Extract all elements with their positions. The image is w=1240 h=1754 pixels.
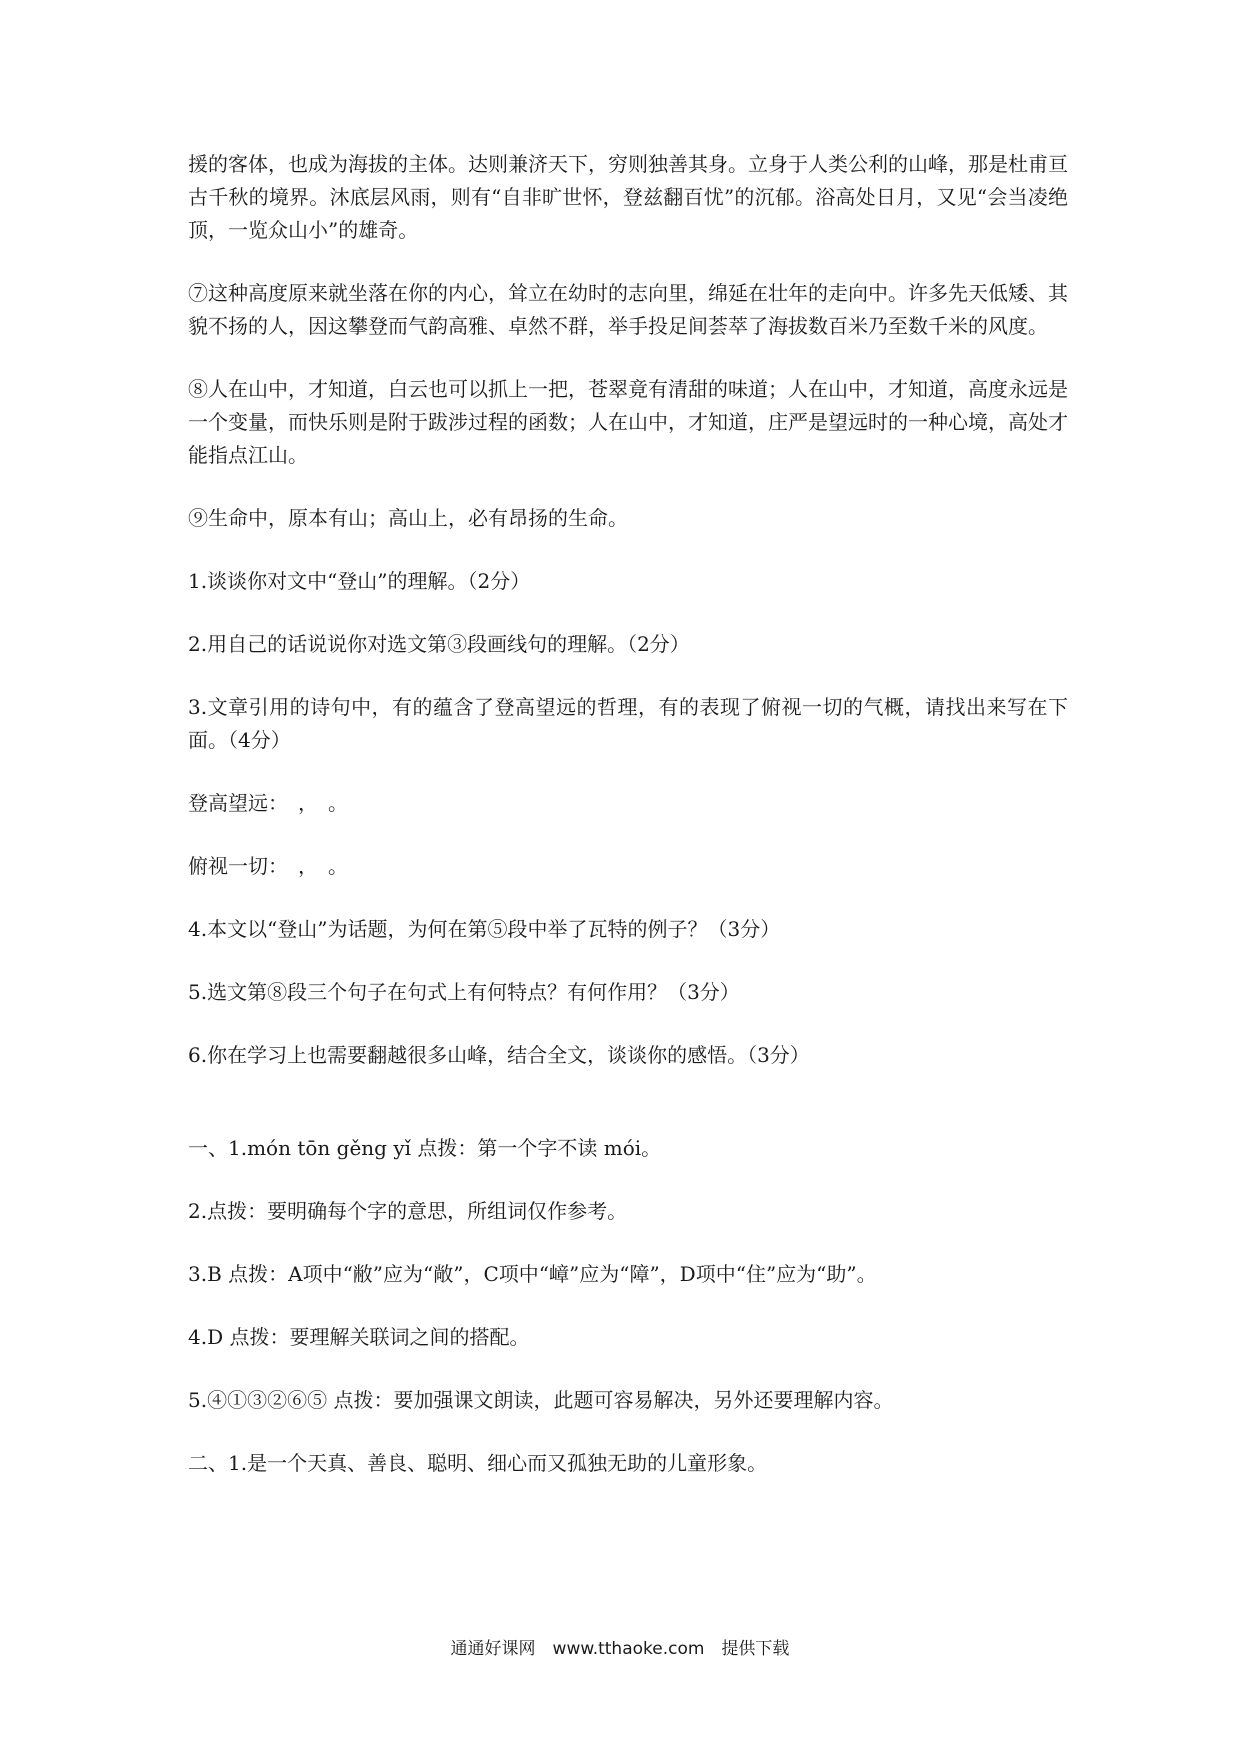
answer-item: 4.D 点拨：要理解关联词之间的搭配。: [188, 1325, 530, 1349]
question: 6.你在学习上也需要翻越很多山峰，结合全文，谈谈你的感悟。（3分）: [188, 1043, 810, 1067]
answer-item: 2.点拨：要明确每个字的意思，所组词仅作参考。: [188, 1199, 628, 1223]
answer-item: 3.B 点拨：A项中“敝”应为“敞”，C项中“嶂”应为“障”，D项中“住”应为“助”。: [188, 1262, 877, 1286]
document-body: [188, 148, 1068, 1480]
paragraph: ⑧人在山中，才知道，白云也可以抓上一把，苍翠竟有清甜的味道；人在山中，才知道，高度永远是一个变量，而快乐则是附于跋涉过程的函数；人在山中，才知道，庄严是望远时的一种心境，高处才能指点江山。: [188, 377, 1068, 467]
answer-blank-line: 俯视一切： ， 。: [188, 854, 348, 878]
question: 5.选文第⑧段三个句子在句式上有何特点？有何作用？（3分）: [188, 980, 740, 1004]
question: 4.本文以“登山”为话题，为何在第⑤段中举了瓦特的例子？（3分）: [188, 917, 781, 941]
question: 2.用自己的话说说你对选文第③段画线句的理解。（2分）: [188, 632, 690, 656]
question: 3.文章引用的诗句中，有的蕴含了登高望远的哲理，有的表现了俯视一切的气概，请找出来写在下面。（4分）: [188, 695, 1068, 752]
paragraph: ⑦这种高度原来就坐落在你的内心，耸立在幼时的志向里，绵延在壮年的走向中。许多先天低矮、其貌不扬的人，因这攀登而气韵高雅、卓然不群，举手投足间荟萃了海拔数百米乃至数千米的风度。: [188, 281, 1068, 338]
question: 1.谈谈你对文中“登山”的理解。（2分）: [188, 569, 531, 593]
paragraph: 援的客体，也成为海拔的主体。达则兼济天下，穷则独善其身。立身于人类公利的山峰，那是杜甫亘古千秋的境界。沐底层风雨，则有“自非旷世怀，登兹翻百忧”的沉郁。浴高处日月，又见“会当凌绝顶，一览众山小”的雄奇。: [188, 152, 1068, 242]
answer-item: 一、1.món tōn gěng yǐ 点拨：第一个字不读 mói。: [188, 1136, 662, 1160]
answer-item: 5.④①③②⑥⑤ 点拨：要加强课文朗读，此题可容易解决，另外还要理解内容。: [188, 1388, 894, 1412]
page-footer: 通通好课网 www.tthaoke.com 提供下载: [450, 1639, 790, 1659]
answer-blank-line: 登高望远： ， 。: [188, 791, 348, 815]
answer-item: 二、1.是一个天真、善良、聪明、细心而又孤独无助的儿童形象。: [188, 1451, 768, 1475]
paragraph: ⑨生命中，原本有山；高山上，必有昂扬的生命。: [188, 506, 628, 530]
